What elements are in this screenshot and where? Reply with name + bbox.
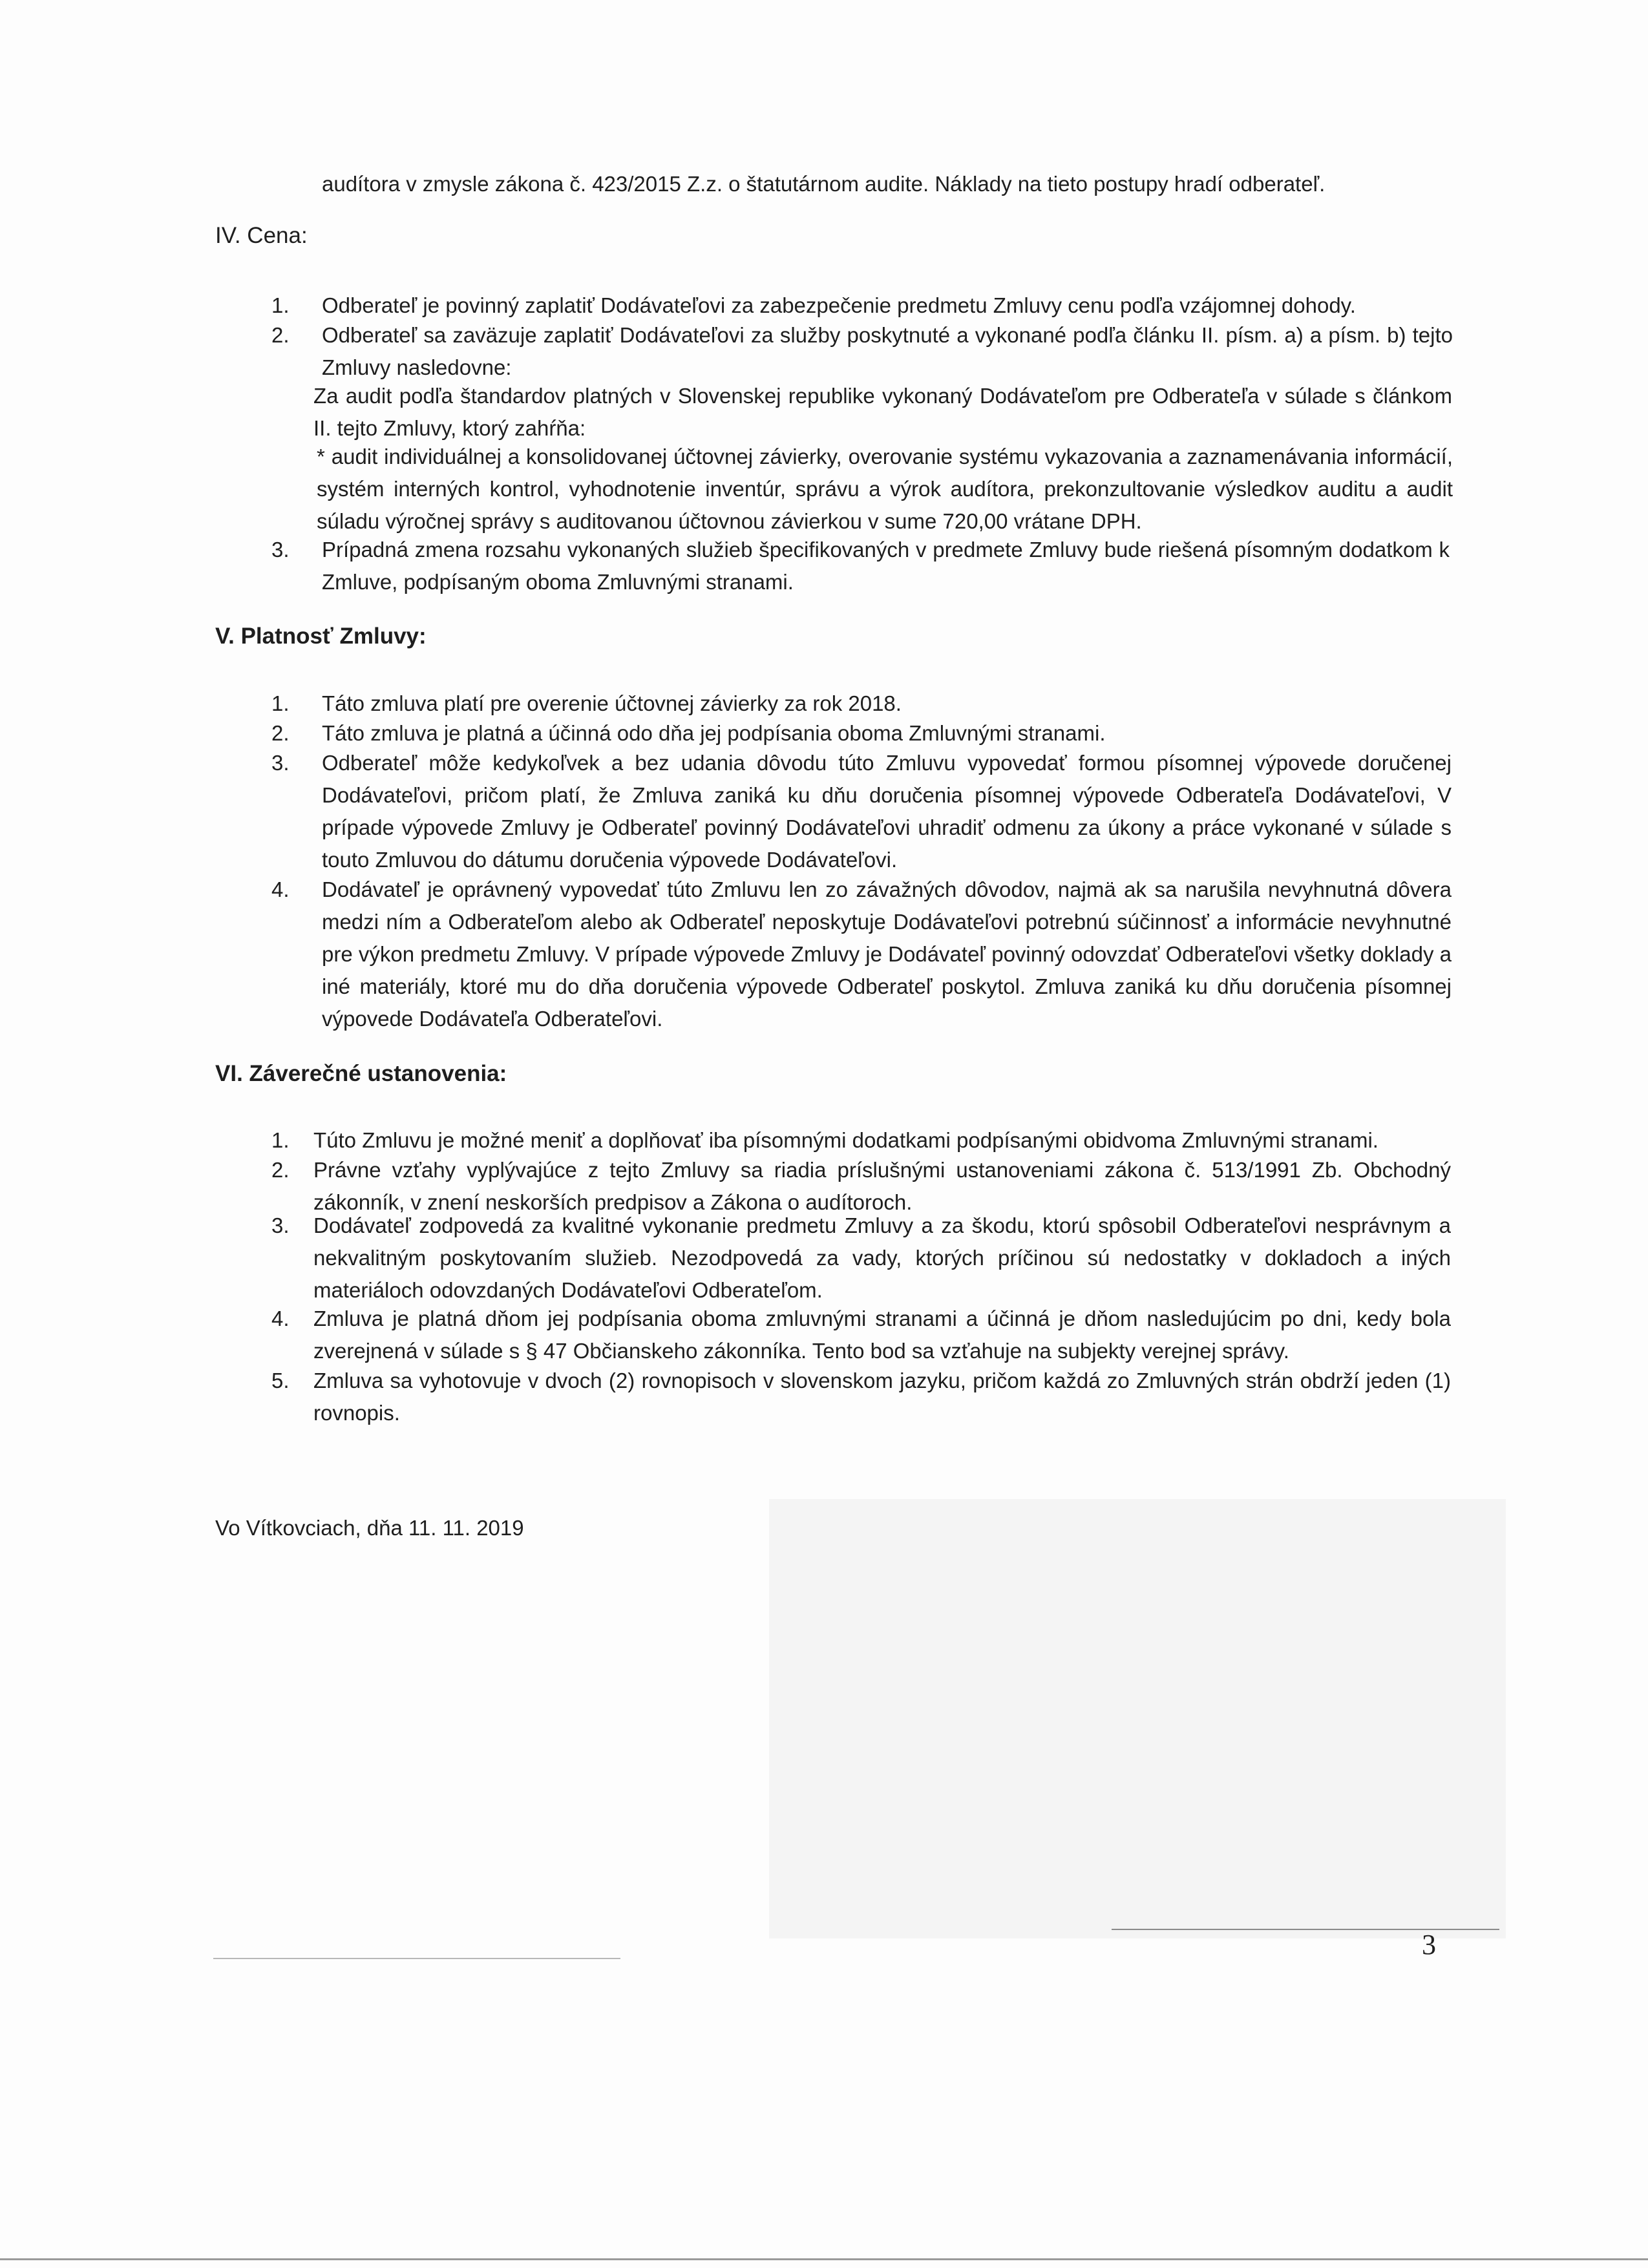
section-iv-item-2-bullet: * audit individuálnej a konsolidovanej účtovnej závierky, overovanie systému vykazovania a zaznamenávania informácií, systém interných kontrol, vyhodnotenie inventúr, správu a výrok audítora, prekonzultovanie výsledkov auditu a audit súladu výročnej správy s auditovanou účtovnou závierkou v sume 720,00 vrátane DPH. [317, 445, 1453, 533]
section-v-item-4-text: Dodávateľ je oprávnený vypovedať túto Zmluvu len zo závažných dôvodov, najmä ak sa narušila nevyhnutná dôvera medzi ním a Odberateľom alebo ak Odberateľ neposkytuje Dodávateľovi potrebnú súčinnosť a informácie nevyhnutné pre výkon predmetu Zmluvy. V prípade výpovede Zmluvy je Dodávateľ povinný odovzdať Odberateľovi všetky doklady a iné materiály, ktoré mu do dňa doručenia výpovede Odberateľ poskytol. Zmluva zaniká ku dňu doručenia písomnej výpovede Dodávateľa Odberateľovi. [322, 877, 1452, 1031]
signature-line-right [1112, 1929, 1499, 1930]
section-v-heading: V. Platnosť Zmluvy: [215, 624, 427, 649]
section-iv-item-2-number: 2. [271, 323, 290, 347]
place-and-date: Vo Vítkovciach, dňa 11. 11. 2019 [215, 1516, 524, 1540]
faint-paper-overlay [769, 1499, 1506, 1938]
section-vi-item-3-text: Dodávateľ zodpovedá za kvalitné vykonanie predmetu Zmluvy a za škodu, ktorú spôsobil Odberateľovi nesprávnym a nekvalitným poskytovaním služieb. Nezodpovedá za vady, ktorých príčinou sú nedostatky v dokladoch a iných materiáloch odovzdaných Dodávateľovi Odberateľom. [313, 1213, 1451, 1302]
section-iv-item-2-subtext: Za audit podľa štandardov platných v Slovenskej republike vykonaný Dodávateľom pre Odberateľa v súlade s článkom II. tejto Zmluvy, ktorý zahŕňa: [313, 384, 1452, 440]
section-v-item-4-number: 4. [271, 877, 290, 901]
section-vi-item-3-number: 3. [271, 1213, 290, 1237]
section-iv-item-1-number: 1. [271, 293, 290, 317]
section-v-item-3-number: 3. [271, 751, 290, 775]
section-iv-heading: IV. Cena: [215, 223, 308, 248]
section-vi-heading: VI. Záverečné ustanovenia: [215, 1061, 507, 1086]
section-iv-item-3-text: Prípadná zmena rozsahu vykonaných služieb špecifikovaných v predmete Zmluvy bude riešená písomným dodatkom k Zmluve, podpísaným oboma Zmluvnými stranami. [322, 538, 1450, 594]
section-vi-item-1-number: 1. [271, 1128, 290, 1152]
section-vi-item-2-text: Právne vzťahy vyplývajúce z tejto Zmluvy sa riadia príslušnými ustanoveniami zákona č. 513/1991 Zb. Obchodný zákonník, v znení neskorších predpisov a Zákona o audítoroch. [313, 1158, 1451, 1214]
section-vi-item-2-number: 2. [271, 1158, 290, 1182]
section-vi-item-4-number: 4. [271, 1307, 290, 1330]
section-v-item-2-text: Táto zmluva je platná a účinná odo dňa jej podpísania oboma Zmluvnými stranami. [322, 721, 1106, 745]
section-iv-item-3-number: 3. [271, 538, 290, 562]
section-vi-item-5-number: 5. [271, 1369, 290, 1392]
page-number: 3 [1422, 1929, 1436, 1960]
section-v-item-1-text: Táto zmluva platí pre overenie účtovnej závierky za rok 2018. [322, 691, 902, 715]
section-v-item-1-number: 1. [271, 691, 290, 715]
section-iv-item-2-text: Odberateľ sa zaväzuje zaplatiť Dodávateľovi za služby poskytnuté a vykonané podľa článku II. písm. a) a písm. b) tejto Zmluvy nasledovne: [322, 323, 1453, 379]
section-v-item-2-number: 2. [271, 721, 290, 745]
section-iv-item-1-text: Odberateľ je povinný zaplatiť Dodávateľovi za zabezpečenie predmetu Zmluvy cenu podľa vzájomnej dohody. [322, 293, 1356, 317]
signature-line-left [213, 1958, 620, 1959]
section-vi-item-5-text: Zmluva sa vyhotovuje v dvoch (2) rovnopisoch v slovenskom jazyku, pričom každá zo Zmluvných strán obdrží jeden (1) rovnopis. [313, 1369, 1451, 1425]
scan-edge-bottom [0, 2258, 1648, 2260]
section-vi-item-4-text: Zmluva je platná dňom jej podpísania oboma zmluvnými stranami a účinná je dňom nasledujúcim po dni, kedy bola zverejnená v súlade s § 47 Občianskeho zákonníka. Tento bod sa vzťahuje na subjekty verejnej správy. [313, 1307, 1451, 1363]
intro-continuation: audítora v zmysle zákona č. 423/2015 Z.z. o štatutárnom audite. Náklady na tieto postupy hradí odberateľ. [322, 172, 1326, 196]
section-vi-item-1-text: Túto Zmluvu je možné meniť a doplňovať iba písomnými dodatkami podpísanými obidvoma Zmluvnými stranami. [313, 1128, 1379, 1152]
section-v-item-3-text: Odberateľ môže kedykoľvek a bez udania dôvodu túto Zmluvu vypovedať formou písomnej výpovede doručenej Dodávateľovi, pričom platí, že Zmluva zaniká ku dňu doručenia písomnej výpovede Odberateľa Dodávateľovi, V prípade výpovede Zmluvy je Odberateľ povinný Dodávateľovi uhradiť odmenu za úkony a práce vykonané v súlade s touto Zmluvou do dátumu doručenia výpovede Dodávateľovi. [322, 751, 1452, 872]
